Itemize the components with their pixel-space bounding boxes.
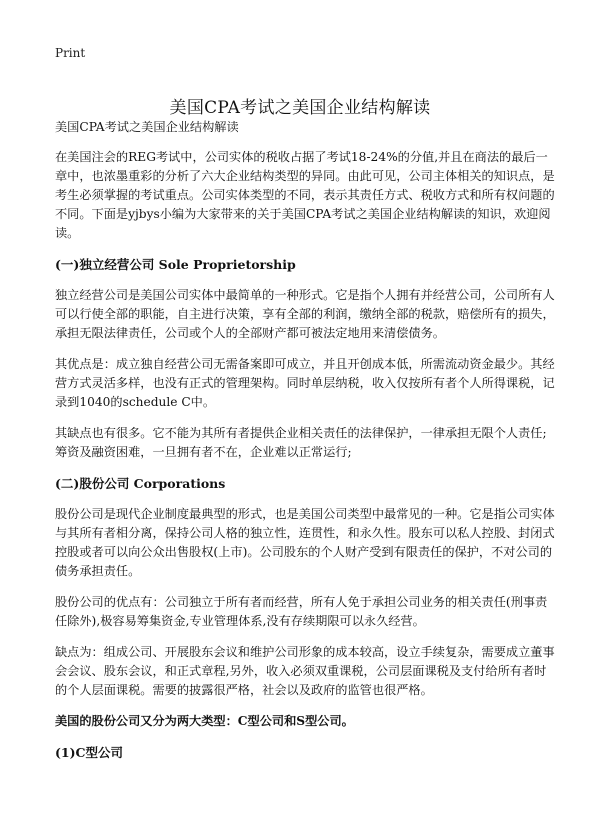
intro-paragraph: 在美国注会的REG考试中，公司实体的税收占据了考试18-24%的分值,并且在商法的最后一章中，也浓墨重彩的分析了六大企业结构类型的异同。由此可见，公司主体相关的知识点，是考生必须掌握的考试重点。公司实体类型的不同，表示其责任方式、税收方式和所有权问题的不同。下面是yjbys小编为大家带来的关于美国CPA考试之美国企业结构解读的知识，欢迎阅读。 <box>55 150 555 240</box>
section-heading-sole-proprietorship: (一)独立经营公司 Sole Proprietorship <box>55 257 296 272</box>
document-subtitle: 美国CPA考试之美国企业结构解读 <box>55 120 239 134</box>
paragraph: 股份公司是现代企业制度最典型的形式，也是美国公司类型中最常见的一种。它是指公司实体与其所有者相分离，保持公司人格的独立性，连贯性，和永久性。股东可以私人控股、封闭式控股或者可以向公众出售股权(上市)。公司股东的个人财产受到有限责任的保护，不对公司的债务承担责任。 <box>55 507 555 578</box>
print-label[interactable]: Print <box>55 46 86 60</box>
paragraph: 独立经营公司是美国公司实体中最简单的一种形式。它是指个人拥有并经营公司，公司所有人可以行使全部的职能，自主进行决策，享有全部的利润，缴纳全部的税款，赔偿所有的损失，承担无限法律责任，公司或个人的全部财产都可被法定地用来清偿债务。 <box>55 288 555 340</box>
subsection-heading-c-corporation: (1)C型公司 <box>55 745 123 760</box>
paragraph: 股份公司的优点有：公司独立于所有者而经营，所有人免于承担公司业务的相关责任(刑事责任除外),极容易筹集资金,专业管理体系,没有存续期限可以永久经营。 <box>55 595 548 628</box>
document-body <box>55 118 555 774</box>
paragraph: 缺点为：组成公司、开展股东会议和维护公司形象的成本较高，设立手续复杂，需要成立董事会会议、股东会议，和正式章程,另外，收入必须双重课税，公司层面课税及支付给所有者时的个人层面课税。需要的披露很严格，社会以及政府的监管也很严格。 <box>55 645 555 697</box>
paragraph: 其缺点也有很多。它不能为其所有者提供企业相关责任的法律保护，一律承担无限个人责任;筹资及融资困难，一旦拥有者不在，企业难以正常运行; <box>55 426 547 459</box>
paragraph: 其优点是：成立独自经营公司无需备案即可成立，并且开创成本低，所需流动资金最少。其经营方式灵活多样，也没有正式的管理架构。同时单层纳税，收入仅按所有者个人所得课税，记录到1040的schedule C中。 <box>55 357 555 409</box>
corporation-types-note: 美国的股份公司又分为两大类型：C型公司和S型公司。 <box>55 714 354 728</box>
section-heading-corporations: (二)股份公司 Corporations <box>55 476 226 491</box>
document-title: 美国CPA考试之美国企业结构解读 <box>169 98 431 119</box>
